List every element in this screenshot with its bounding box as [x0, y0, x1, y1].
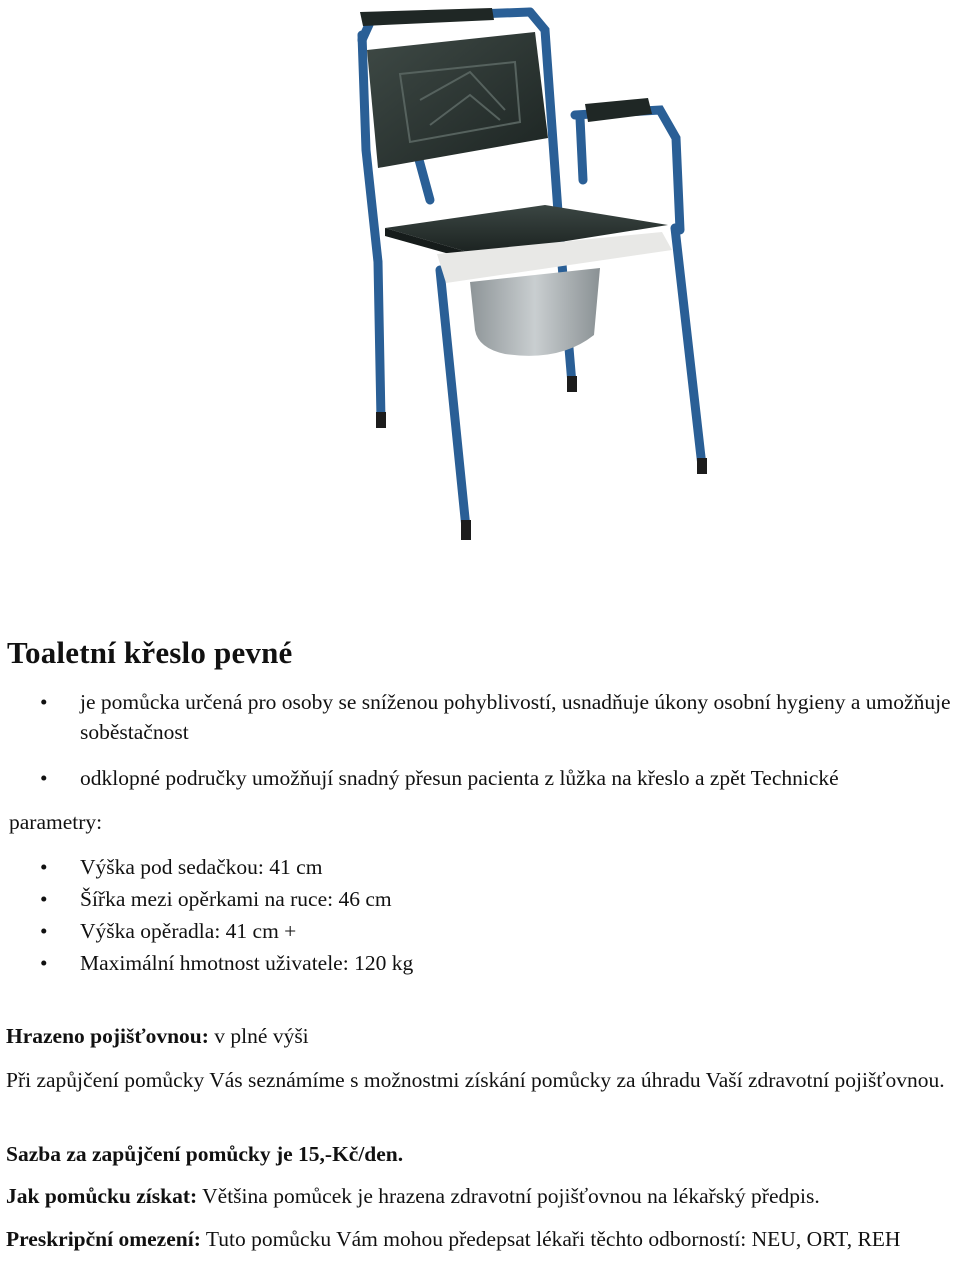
parameter-item: [40, 852, 323, 882]
feature-item: [40, 687, 960, 747]
parameters-heading: parametry:: [9, 810, 103, 834]
feature-text: odklopné područky umožňují snadný přesun pacienta z lůžka na křeslo a zpět Technické: [80, 766, 839, 790]
parameter-text: Výška pod sedačkou: 41 cm: [80, 855, 323, 879]
coverage-label: Hrazeno pojišťovnou:: [6, 1024, 209, 1048]
how-to-get-label: Jak pomůcku získat:: [6, 1184, 198, 1208]
bullet-marker: •: [40, 690, 48, 714]
how-to-get-value: Většina pomůcek je hrazena zdravotní pojišťovnou na lékařský předpis.: [197, 1184, 820, 1208]
parameter-item: [40, 884, 392, 914]
bullet-marker: •: [40, 919, 48, 943]
rate-note: Sazba za zapůjčení pomůcky je 15,-Kč/den.: [6, 1142, 404, 1166]
prescription-line: [6, 1224, 956, 1254]
parameter-text: Šířka mezi opěrkami na ruce: 46 cm: [80, 887, 392, 911]
coverage-value: v plné výši: [208, 1024, 309, 1048]
loan-note: Při zapůjčení pomůcky Vás seznámíme s možnostmi získání pomůcky za úhradu Vaší zdravotní pojišťovnou.: [6, 1068, 945, 1092]
bullet-marker: •: [40, 951, 48, 975]
coverage-line: [6, 1021, 309, 1051]
commode-chair-image: [330, 0, 730, 560]
bullet-marker: •: [40, 766, 48, 790]
parameter-item: [40, 948, 414, 978]
bullet-marker: •: [40, 887, 48, 911]
feature-text: je pomůcka určená pro osoby se sníženou pohyblivostí, usnadňuje úkony osobní hygieny a umožňuje soběstačnost: [80, 690, 951, 744]
feature-item: [40, 763, 960, 793]
prescription-label: Preskripční omezení:: [6, 1227, 201, 1251]
prescription-value: Tuto pomůcku Vám mohou předepsat lékaři těchto odborností: NEU, ORT, REH: [200, 1227, 901, 1251]
parameter-text: Výška opěradla: 41 cm +: [80, 919, 297, 943]
parameter-item: [40, 916, 297, 946]
how-to-get-line: [6, 1181, 956, 1211]
parameter-text: Maximální hmotnost uživatele: 120 kg: [80, 951, 414, 975]
product-title: Toaletní křeslo pevné: [7, 635, 293, 670]
bullet-marker: •: [40, 855, 48, 879]
